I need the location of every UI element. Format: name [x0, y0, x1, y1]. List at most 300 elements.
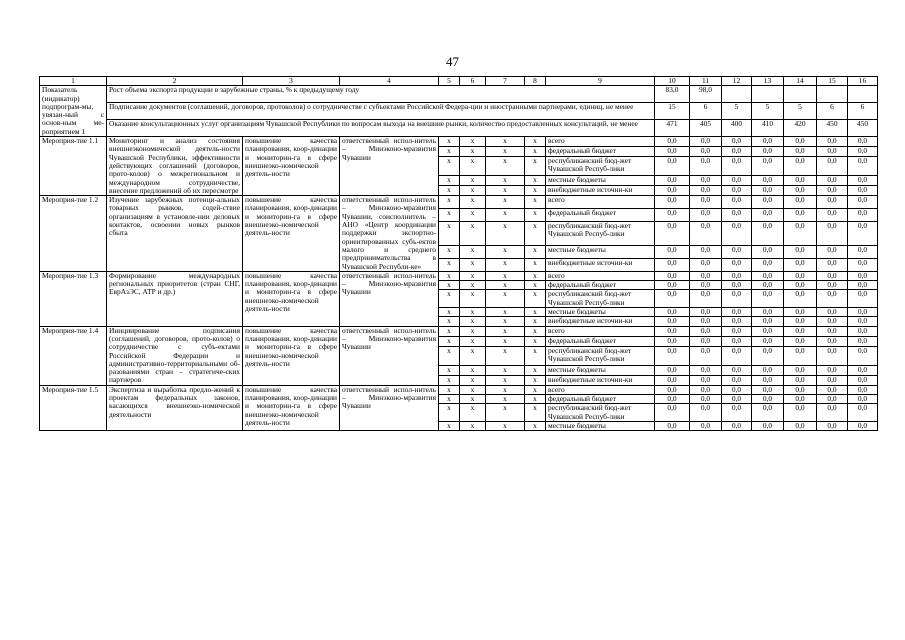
budget-code: x — [486, 246, 525, 259]
funding-source: всего — [546, 271, 655, 280]
funding-value: 0,0 — [655, 221, 690, 245]
funding-value: 0,0 — [722, 404, 752, 422]
funding-value: 0,0 — [752, 246, 784, 259]
budget-code: x — [525, 208, 546, 221]
funding-source: федеральный бюджет — [546, 336, 655, 346]
funding-value: 0,0 — [655, 147, 690, 157]
funding-value: 0,0 — [848, 317, 878, 326]
budget-code: x — [525, 258, 546, 271]
column-number: 6 — [460, 77, 486, 86]
funding-value: 0,0 — [817, 258, 848, 271]
funding-value: 0,0 — [655, 421, 690, 430]
funding-value: 0,0 — [848, 421, 878, 430]
budget-code: x — [460, 258, 486, 271]
budget-code: x — [486, 147, 525, 157]
budget-code: x — [439, 137, 460, 147]
funding-value: 0,0 — [784, 186, 817, 196]
funding-value: 0,0 — [722, 365, 752, 375]
funding-value: 0,0 — [752, 137, 784, 147]
budget-code: x — [439, 258, 460, 271]
funding-source: местные бюджеты — [546, 365, 655, 375]
measure-executor: ответственный испол-нитель – Минэконо-мразвития Чувашии, соисполнитель – АНО «Центр координации поддержки экспортно-ориентированных субъ-ектов малого и среднего предпринимательства в Чувашской Республи-ке» — [340, 196, 439, 272]
funding-value: 0,0 — [752, 290, 784, 308]
funding-value: 0,0 — [784, 346, 817, 365]
funding-value: 0,0 — [655, 326, 690, 336]
funding-value: 0,0 — [848, 290, 878, 308]
budget-code: x — [486, 346, 525, 365]
funding-source: местные бюджеты — [546, 421, 655, 430]
funding-value: 0,0 — [655, 281, 690, 290]
budget-code: x — [439, 326, 460, 336]
column-number: 10 — [655, 77, 690, 86]
budget-code: x — [439, 375, 460, 385]
budget-code: x — [460, 326, 486, 336]
budget-code: x — [486, 208, 525, 221]
funding-value: 0,0 — [817, 208, 848, 221]
funding-value: 0,0 — [722, 394, 752, 403]
budget-code: x — [439, 308, 460, 317]
budget-code: x — [525, 308, 546, 317]
budget-code: x — [439, 336, 460, 346]
budget-code: x — [525, 404, 546, 422]
funding-value: 0,0 — [848, 176, 878, 186]
funding-value: 0,0 — [655, 290, 690, 308]
funding-value: 0,0 — [817, 246, 848, 259]
measure-description: Инициирование подписания (соглашений, договоров, прото-колов) о сотрудничестве с субъ-ектами Российской Федерации и административно-территориальными об-разованиями стран – стратегиче-ских партнеров — [107, 326, 243, 385]
funding-source: республиканский бюд-жет Чувашской Респуб-лики — [546, 221, 655, 245]
funding-value: 0,0 — [752, 258, 784, 271]
budget-code: x — [525, 147, 546, 157]
funding-value: 0,0 — [817, 147, 848, 157]
budget-code: x — [439, 346, 460, 365]
funding-value: 0,0 — [784, 258, 817, 271]
measure-row — [40, 137, 878, 147]
funding-source: внебюджетные источни-ки — [546, 186, 655, 196]
budget-code: x — [525, 375, 546, 385]
budget-code: x — [486, 375, 525, 385]
funding-value: 0,0 — [848, 137, 878, 147]
funding-value: 0,0 — [655, 208, 690, 221]
budget-code: x — [525, 317, 546, 326]
column-number: 14 — [784, 77, 817, 86]
budget-code: x — [460, 394, 486, 403]
budget-code: x — [525, 137, 546, 147]
budget-code: x — [439, 404, 460, 422]
funding-value: 0,0 — [722, 221, 752, 245]
funding-value: 0,0 — [690, 290, 722, 308]
funding-value: 0,0 — [655, 271, 690, 280]
funding-value: 0,0 — [817, 221, 848, 245]
funding-value: 0,0 — [784, 196, 817, 209]
indicator-value — [848, 86, 878, 103]
budget-code: x — [460, 365, 486, 375]
funding-value: 0,0 — [817, 271, 848, 280]
measure-goal: повышение качества планирования, коор-динации и мониторин-га в сфере внешнеэко-номической деятель-ности — [243, 271, 340, 326]
budget-code: x — [460, 196, 486, 209]
funding-value: 0,0 — [722, 375, 752, 385]
budget-code: x — [439, 176, 460, 186]
budget-code: x — [525, 281, 546, 290]
funding-value: 0,0 — [722, 208, 752, 221]
funding-value: 0,0 — [655, 137, 690, 147]
indicator-value: 450 — [848, 120, 878, 137]
indicator-value — [722, 86, 752, 103]
funding-value: 0,0 — [752, 375, 784, 385]
funding-value: 0,0 — [784, 208, 817, 221]
funding-source: федеральный бюджет — [546, 394, 655, 403]
funding-value: 0,0 — [722, 186, 752, 196]
budget-code: x — [439, 290, 460, 308]
funding-value: 0,0 — [655, 394, 690, 403]
funding-value: 0,0 — [752, 326, 784, 336]
indicator-value: 410 — [752, 120, 784, 137]
funding-value: 0,0 — [752, 147, 784, 157]
funding-value: 0,0 — [752, 281, 784, 290]
column-number: 2 — [107, 77, 243, 86]
funding-value: 0,0 — [848, 336, 878, 346]
indicator-value: 5 — [784, 103, 817, 120]
funding-value: 0,0 — [655, 308, 690, 317]
funding-value: 0,0 — [690, 271, 722, 280]
budget-code: x — [525, 421, 546, 430]
indicator-row — [40, 120, 878, 137]
budget-code: x — [460, 317, 486, 326]
budget-code: x — [460, 385, 486, 394]
budget-code: x — [486, 365, 525, 375]
measure-goal: повышение качества планирования, коор-динации и мониторин-га в сфере внешнеэко-номической деятель-ности — [243, 385, 340, 430]
funding-value: 0,0 — [784, 290, 817, 308]
budget-code: x — [486, 186, 525, 196]
indicator-value: 83,0 — [655, 86, 690, 103]
funding-value: 0,0 — [722, 281, 752, 290]
funding-value: 0,0 — [848, 281, 878, 290]
indicator-value: 405 — [690, 120, 722, 137]
funding-source: всего — [546, 137, 655, 147]
measure-name: Мероприя-тие 1.4 — [40, 326, 107, 385]
column-number: 7 — [486, 77, 525, 86]
funding-source: федеральный бюджет — [546, 281, 655, 290]
budget-code: x — [525, 246, 546, 259]
budget-code: x — [525, 157, 546, 176]
funding-source: республиканский бюд-жет Чувашской Респуб-лики — [546, 157, 655, 176]
budget-code: x — [439, 385, 460, 394]
funding-value: 0,0 — [690, 404, 722, 422]
funding-value: 0,0 — [752, 421, 784, 430]
funding-value: 0,0 — [848, 271, 878, 280]
column-number: 11 — [690, 77, 722, 86]
funding-value: 0,0 — [655, 157, 690, 176]
budget-code: x — [460, 336, 486, 346]
funding-value: 0,0 — [690, 258, 722, 271]
funding-value: 0,0 — [848, 385, 878, 394]
funding-value: 0,0 — [690, 365, 722, 375]
funding-value: 0,0 — [817, 176, 848, 186]
funding-value: 0,0 — [848, 147, 878, 157]
budget-code: x — [486, 326, 525, 336]
budget-code: x — [525, 394, 546, 403]
column-number: 1 — [40, 77, 107, 86]
funding-value: 0,0 — [690, 147, 722, 157]
funding-value: 0,0 — [690, 176, 722, 186]
indicator-value: 400 — [722, 120, 752, 137]
budget-code: x — [439, 221, 460, 245]
budget-code: x — [460, 137, 486, 147]
funding-value: 0,0 — [690, 326, 722, 336]
budget-code: x — [439, 365, 460, 375]
column-number: 16 — [848, 77, 878, 86]
funding-value: 0,0 — [784, 421, 817, 430]
budget-code: x — [525, 365, 546, 375]
budget-code: x — [439, 196, 460, 209]
funding-value: 0,0 — [752, 157, 784, 176]
budget-code: x — [439, 271, 460, 280]
indicator-value: 6 — [817, 103, 848, 120]
budget-code: x — [439, 317, 460, 326]
funding-source: местные бюджеты — [546, 308, 655, 317]
funding-value: 0,0 — [690, 281, 722, 290]
funding-value: 0,0 — [784, 365, 817, 375]
funding-value: 0,0 — [690, 317, 722, 326]
funding-value: 0,0 — [752, 346, 784, 365]
budget-code: x — [525, 271, 546, 280]
funding-value: 0,0 — [690, 208, 722, 221]
funding-value: 0,0 — [784, 271, 817, 280]
funding-value: 0,0 — [817, 421, 848, 430]
funding-source: внебюджетные источни-ки — [546, 317, 655, 326]
measure-row — [40, 271, 878, 280]
funding-value: 0,0 — [817, 336, 848, 346]
funding-value: 0,0 — [752, 385, 784, 394]
measure-description: Экспертиза и выработка предло-жений к проектам федеральных законов, касающихся внешнеэко-номической деятельности — [107, 385, 243, 430]
funding-value: 0,0 — [848, 196, 878, 209]
funding-value: 0,0 — [784, 308, 817, 317]
table-body — [40, 77, 878, 431]
indicator-value: 420 — [784, 120, 817, 137]
measure-goal: повышение качества планирования, коор-динации и мониторин-га в сфере внешнеэко-номической деятель-ности — [243, 137, 340, 196]
budget-code: x — [525, 186, 546, 196]
funding-value: 0,0 — [655, 176, 690, 186]
funding-value: 0,0 — [655, 336, 690, 346]
funding-source: местные бюджеты — [546, 176, 655, 186]
funding-value: 0,0 — [655, 196, 690, 209]
funding-value: 0,0 — [784, 281, 817, 290]
funding-value: 0,0 — [722, 336, 752, 346]
budget-code: x — [486, 176, 525, 186]
funding-value: 0,0 — [752, 317, 784, 326]
funding-value: 0,0 — [752, 208, 784, 221]
funding-value: 0,0 — [690, 157, 722, 176]
funding-value: 0,0 — [722, 308, 752, 317]
indicator-text: Подписание документов (соглашений, договоров, протоколов) о сотрудничестве с субъектами Российской Федера-ции и иностранными партнерами, единиц, не менее — [107, 103, 655, 120]
program-table — [39, 76, 878, 431]
funding-value: 0,0 — [848, 221, 878, 245]
funding-value: 0,0 — [817, 375, 848, 385]
measure-executor: ответственный испол-нитель – Минэконо-мразвития Чувашии — [340, 137, 439, 196]
funding-value: 0,0 — [752, 186, 784, 196]
funding-source: федеральный бюджет — [546, 147, 655, 157]
budget-code: x — [486, 404, 525, 422]
funding-value: 0,0 — [690, 137, 722, 147]
funding-value: 0,0 — [817, 317, 848, 326]
budget-code: x — [460, 176, 486, 186]
budget-code: x — [486, 221, 525, 245]
funding-value: 0,0 — [722, 271, 752, 280]
funding-source: внебюджетные источни-ки — [546, 375, 655, 385]
funding-source: всего — [546, 385, 655, 394]
budget-code: x — [460, 246, 486, 259]
funding-source: республиканский бюд-жет Чувашской Респуб-лики — [546, 346, 655, 365]
budget-code: x — [460, 375, 486, 385]
budget-code: x — [460, 281, 486, 290]
measure-row — [40, 326, 878, 336]
funding-value: 0,0 — [817, 308, 848, 317]
measure-goal: повышение качества планирования, коор-динации и мониторин-га в сфере внешнеэко-номической деятель-ности — [243, 326, 340, 385]
funding-value: 0,0 — [784, 157, 817, 176]
budget-code: x — [439, 394, 460, 403]
funding-value: 0,0 — [848, 394, 878, 403]
budget-code: x — [486, 157, 525, 176]
budget-code: x — [525, 221, 546, 245]
funding-value: 0,0 — [817, 290, 848, 308]
budget-code: x — [439, 246, 460, 259]
budget-code: x — [486, 336, 525, 346]
budget-code: x — [439, 421, 460, 430]
funding-source: всего — [546, 326, 655, 336]
funding-value: 0,0 — [848, 157, 878, 176]
funding-value: 0,0 — [722, 176, 752, 186]
funding-source: всего — [546, 196, 655, 209]
budget-code: x — [525, 326, 546, 336]
funding-value: 0,0 — [655, 346, 690, 365]
funding-value: 0,0 — [722, 246, 752, 259]
funding-value: 0,0 — [848, 308, 878, 317]
measure-name: Мероприя-тие 1.2 — [40, 196, 107, 272]
column-number: 12 — [722, 77, 752, 86]
funding-value: 0,0 — [752, 271, 784, 280]
funding-value: 0,0 — [817, 404, 848, 422]
budget-code: x — [525, 346, 546, 365]
measure-row — [40, 196, 878, 209]
budget-code: x — [486, 317, 525, 326]
indicator-value: 6 — [848, 103, 878, 120]
funding-value: 0,0 — [655, 385, 690, 394]
measure-name: Мероприя-тие 1.1 — [40, 137, 107, 196]
column-number-row — [40, 77, 878, 86]
budget-code: x — [439, 157, 460, 176]
funding-value: 0,0 — [784, 246, 817, 259]
measure-executor: ответственный испол-нитель – Минэконо-мразвития Чувашии — [340, 326, 439, 385]
funding-source: внебюджетные источни-ки — [546, 258, 655, 271]
indicator-value: 450 — [817, 120, 848, 137]
budget-code: x — [486, 385, 525, 394]
measure-description: Мониторинг и анализ состояния внешнеэкономической деятель-ности Чувашской Республики, эффективности действующих соглашений (договоров, прото-колов) о межрегиональном и международном сотрудничестве, внесение предложений об их пересмотре — [107, 137, 243, 196]
column-number: 9 — [546, 77, 655, 86]
funding-value: 0,0 — [784, 394, 817, 403]
funding-value: 0,0 — [817, 137, 848, 147]
budget-code: x — [525, 385, 546, 394]
funding-value: 0,0 — [752, 308, 784, 317]
funding-value: 0,0 — [722, 385, 752, 394]
measure-goal: повышение качества планирования, коор-динации и мониторин-га в сфере внешнеэко-номической деятель-ности — [243, 196, 340, 272]
budget-code: x — [525, 336, 546, 346]
funding-source: республиканский бюд-жет Чувашской Респуб-лики — [546, 290, 655, 308]
budget-code: x — [486, 271, 525, 280]
budget-code: x — [460, 157, 486, 176]
budget-code: x — [439, 186, 460, 196]
funding-value: 0,0 — [722, 196, 752, 209]
funding-value: 0,0 — [690, 336, 722, 346]
funding-value: 0,0 — [848, 208, 878, 221]
indicator-text: Оказание консультационных услуг организациям Чувашской Республики по вопросам выхода на внешние рынки, количество предоставленных консультаций, не менее — [107, 120, 655, 137]
funding-value: 0,0 — [655, 186, 690, 196]
column-number: 5 — [439, 77, 460, 86]
funding-value: 0,0 — [817, 196, 848, 209]
funding-value: 0,0 — [848, 346, 878, 365]
funding-value: 0,0 — [848, 404, 878, 422]
budget-code: x — [460, 208, 486, 221]
funding-value: 0,0 — [690, 246, 722, 259]
funding-value: 0,0 — [690, 186, 722, 196]
budget-code: x — [486, 421, 525, 430]
funding-value: 0,0 — [690, 394, 722, 403]
indicator-value: 5 — [722, 103, 752, 120]
funding-value: 0,0 — [848, 375, 878, 385]
funding-value: 0,0 — [784, 176, 817, 186]
budget-code: x — [460, 404, 486, 422]
indicator-value: 471 — [655, 120, 690, 137]
column-number: 15 — [817, 77, 848, 86]
funding-value: 0,0 — [722, 326, 752, 336]
funding-value: 0,0 — [848, 246, 878, 259]
indicator-text: Рост объема экспорта продукции в зарубежные страны, % к предыдущему году — [107, 86, 655, 103]
funding-value: 0,0 — [848, 258, 878, 271]
funding-value: 0,0 — [690, 385, 722, 394]
budget-code: x — [460, 346, 486, 365]
funding-value: 0,0 — [784, 317, 817, 326]
funding-value: 0,0 — [784, 137, 817, 147]
funding-value: 0,0 — [655, 375, 690, 385]
indicator-value: 15 — [655, 103, 690, 120]
funding-value: 0,0 — [655, 246, 690, 259]
indicator-value: 6 — [690, 103, 722, 120]
measure-executor: ответственный испол-нитель – Минэконо-мразвития Чувашии — [340, 271, 439, 326]
funding-value: 0,0 — [690, 346, 722, 365]
funding-value: 0,0 — [817, 346, 848, 365]
funding-value: 0,0 — [784, 336, 817, 346]
indicator-value — [817, 86, 848, 103]
funding-source: федеральный бюджет — [546, 208, 655, 221]
budget-code: x — [439, 281, 460, 290]
measure-name: Мероприя-тие 1.5 — [40, 385, 107, 430]
budget-code: x — [460, 290, 486, 308]
budget-code: x — [525, 176, 546, 186]
funding-value: 0,0 — [784, 147, 817, 157]
measure-description: Формирование международных региональных приоритетов (стран СНГ, ЕврАзЭС, АТР и др.) — [107, 271, 243, 326]
budget-code: x — [486, 196, 525, 209]
indicator-value — [784, 86, 817, 103]
budget-code: x — [486, 258, 525, 271]
funding-value: 0,0 — [817, 394, 848, 403]
budget-code: x — [460, 221, 486, 245]
funding-value: 0,0 — [817, 385, 848, 394]
budget-code: x — [486, 290, 525, 308]
column-number: 13 — [752, 77, 784, 86]
funding-value: 0,0 — [752, 404, 784, 422]
funding-value: 0,0 — [752, 365, 784, 375]
funding-value: 0,0 — [655, 404, 690, 422]
funding-value: 0,0 — [817, 365, 848, 375]
column-number: 8 — [525, 77, 546, 86]
